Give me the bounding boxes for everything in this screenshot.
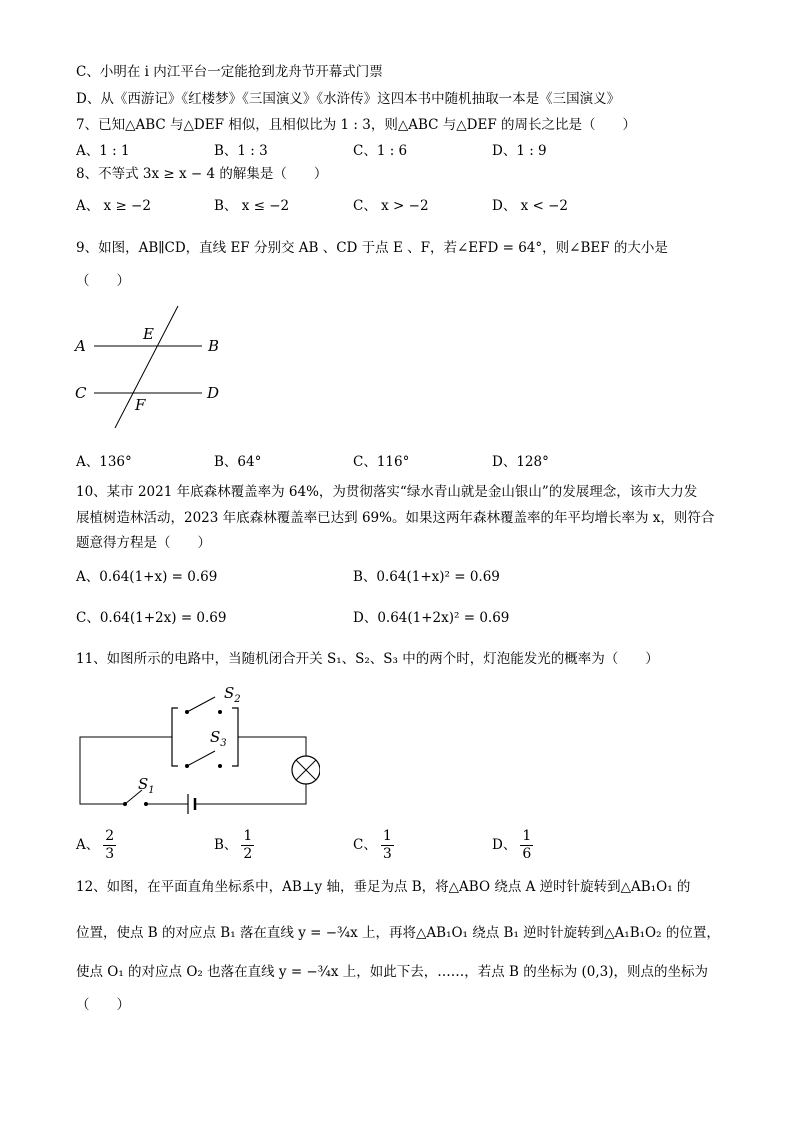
label-c: C [75,384,87,402]
q7-option-b: B、1 : 3 [214,143,268,159]
s2-switch-arm [187,697,215,712]
question-12-line-2: 位置，使点 B 的对应点 B₁ 落在直线 y = −¾x 上，再将△AB₁O₁ 绕点 B₁ 逆时针旋转到△A₁B₁O₂ 的位置， [76,925,720,941]
circuit-figure [70,678,320,818]
bottom-right-wire [195,784,306,804]
question-11: 11、如图所示的电路中，当随机闭合开关 S₁、S₂、S₃ 中的两个时，灯泡能发光的概率为（ ） [76,651,659,667]
q11-option-c: C、 $\frac{1}{3}$ [353,828,392,862]
label-a: A [75,337,86,355]
top-right-wire [238,737,306,756]
question-10-line-1: 10、某市 2021 年底森林覆盖率为 64%，为贯彻落实“绿水青山就是金山银山”的发展理念，该市大力发 [76,484,698,500]
q11-option-a: A、 $\frac{2}{3}$ [76,828,115,862]
question-8: 8、不等式 3x ≥ x − 4 的解集是（ ） [76,166,328,182]
parallel-lines-figure [70,300,250,435]
q9-option-c: C、116° [353,454,410,470]
right-bracket [232,708,238,766]
question-7: 7、已知△ABC 与△DEF 相似，且相似比为 1 : 3，则△ABC 与△DEF 的周长之比是（ ） [76,117,636,133]
q8-option-d: D、 x < −2 [492,198,569,214]
s2-contact-right [218,710,222,714]
q10-option-a: A、0.64(1+x) = 0.69 [76,569,218,585]
question-12-line-3: 使点 O₁ 的对应点 O₂ 也落在直线 y = −¾x 上，如此下去，……，若点 B 的坐标为 (0,3)，则点的坐标为 [76,964,709,980]
label-f: F [135,396,146,414]
q8-option-c: C、 x > −2 [353,198,429,214]
question-10-line-2: 展植树造林活动，2023 年底森林覆盖率已达到 69%。如果这两年森林覆盖率的年平均增长率为 x，则符合 [76,510,715,526]
q10-option-d: D、0.64(1+2x)² = 0.69 [353,610,510,626]
label-d: D [207,384,220,402]
q9-option-b: B、64° [214,454,262,470]
question-9: 9、如图，AB∥CD，直线 EF 分别交 AB 、CD 于点 E 、F，若∠EFD = 64°，则∠BEF 的大小是 [76,240,668,256]
left-bracket [172,708,178,766]
q10-option-b: B、0.64(1+x)² = 0.69 [353,569,500,585]
s1-contact-right [144,802,148,806]
s3-label: $S_3$ [210,728,227,749]
s2-label: $S_2$ [224,684,241,705]
q8-option-b: B、 x ≤ −2 [214,198,290,214]
q7-option-a: A、1 : 1 [76,143,130,159]
q8-option-a: A、 x ≥ −2 [76,198,151,214]
q9-option-a: A、136° [76,454,132,470]
question-12-line-1: 12、如图，在平面直角坐标系中，AB⊥y 轴，垂足为点 B，将△ABO 绕点 A 逆时针旋转到△AB₁O₁ 的 [76,879,691,895]
s1-label: $S_1$ [138,775,155,796]
question-10-line-3: 题意得方程是（ ） [76,535,211,551]
label-e: E [143,325,154,343]
s3-contact-right [218,764,222,768]
q6-option-c: C、小明在 i 内江平台一定能抢到龙舟节开幕式门票 [76,64,383,80]
question-12-blank: （ ） [76,997,130,1013]
q7-option-d: D、1 : 9 [492,143,547,159]
q7-option-c: C、1 : 6 [353,143,408,159]
q10-option-c: C、0.64(1+2x) = 0.69 [76,610,227,626]
label-b: B [208,337,220,355]
q6-option-d: D、从《西游记》《红楼梦》《三国演义》《水浒传》这四本书中随机抽取一本是《三国演义》 [76,91,621,107]
left-wire [80,737,172,804]
q9-option-d: D、128° [492,454,549,470]
q11-option-d: D、 $\frac{1}{6}$ [492,828,532,862]
q11-option-b: B、 $\frac{1}{2}$ [214,828,253,862]
s3-switch-arm [187,751,215,766]
question-9-blank: （ ） [76,273,130,289]
